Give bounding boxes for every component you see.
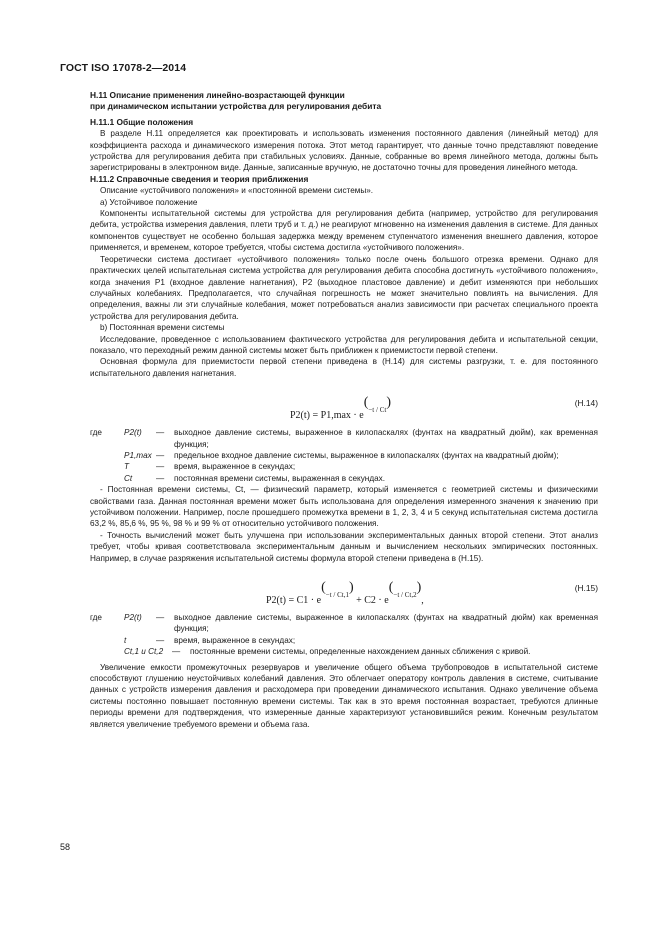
- definition-lead: где: [90, 613, 102, 623]
- definition-lead: [90, 461, 124, 472]
- definition-lead: [90, 635, 124, 646]
- definition-lead: [90, 450, 124, 461]
- para-a2: Теоретически система достигает «устойчивого положения» только после очень большого отрезка времени. Однако для практических целей испытательная система устройства для регулирования дебита способна достигнуть «устойчивого положения», когда значения P1 (входное давление нагнетания), P2 (выходное пластовое давление) и дебит изменяются при небольших случайных колебаниях. Предполагается, что случайная погрешность не может значительно повлиять на вычисления. Для определения, важны ли эти случайные колебания, может потребоваться анализ зависимости при расчетах специального проекта устройства для регулирования дебита.: [90, 254, 598, 321]
- definition-row: [90, 646, 598, 657]
- definition-lead: где: [90, 428, 102, 438]
- definition-text: выходное давление системы, выраженное в килопаскалях (фунтах на квадратный дюйм) как временная функция;: [174, 613, 598, 634]
- definition-text: постоянная времени системы, выраженная в секундах.: [174, 473, 386, 483]
- definition-text: предельное входное давление системы, выраженное в килопаскалях (фунтах на квадратный дюйм);: [174, 450, 559, 460]
- section-h111-title: Н.11.1 Общие положения: [90, 116, 194, 127]
- definition-symbol: P2(t): [124, 613, 142, 623]
- definition-dash: —: [156, 462, 165, 472]
- definition-row: [90, 450, 598, 461]
- definition-symbol: P1,max: [124, 450, 152, 460]
- document-body: [90, 90, 598, 730]
- formula-h15-number: (Н.15): [574, 583, 598, 594]
- definitions-h14: [90, 427, 598, 484]
- definition-symbol: Ct: [124, 473, 133, 483]
- definition-dash: —: [172, 647, 181, 657]
- para-time-constant: - Постоянная времени системы, Ct, — физический параметр, который изменяется с геометрией системы и физическими свойствами газа. Данная постоянная времени может быть использована для определения измеренного значения к значению при устойчивом положении. Например, после прошедшего промежутка времени в 1, 2, 3, 4 и 5 секунд испытательная система достигла 63,2 %, 85,6 %, 95 %, 98 % и 99 % от относительно устойчивого положения.: [90, 485, 598, 529]
- definition-dash: —: [156, 635, 165, 645]
- formula-h15-tail: ,: [421, 595, 424, 607]
- definition-symbol: T: [124, 462, 130, 472]
- definition-row: [90, 473, 598, 484]
- definition-row: [90, 461, 598, 472]
- definition-row: [90, 635, 598, 646]
- definition-dash: —: [156, 613, 165, 623]
- para-a1: Компоненты испытательной системы для устройства для регулирования дебита (например, устройство для регулирования дебита, устройства измерения давления, плети труб и т. д.) не реагируют мгновенно на изменения давления в системе. Для данных компонентов существует не особенно большая задержка между временем ступенчатого изменения внешнего давления, которое применяется, и временем, которое требуется, чтобы система достигла «устойчивого положения».: [90, 209, 598, 253]
- definition-row: [90, 427, 598, 450]
- document-header: ГОСТ ISO 17078-2—2014: [60, 62, 187, 74]
- definition-symbol: t: [124, 635, 127, 645]
- definition-lead: [90, 473, 124, 484]
- item-b-heading: b) Постоянная времени системы: [100, 323, 225, 333]
- definition-row: [90, 612, 598, 635]
- para-b2: Основная формула для приемистости первой степени приведена в (Н.14) для системы разгрузки, т. е. для постоянного испытательного давления нагнетания.: [90, 357, 598, 378]
- section-h112-title: Н.11.2 Справочные сведения и теория приближения: [90, 173, 309, 184]
- definition-lead: [90, 646, 124, 657]
- definition-text: время, выраженное в секундах;: [174, 462, 296, 472]
- definition-symbol: P2(t): [124, 428, 142, 438]
- definition-symbol: Ct,1 и Ct,2: [124, 647, 164, 657]
- formula-h14-exponent: −t / Ct: [368, 406, 387, 415]
- formula-h14-lhs: P2(t) = P1,max · e: [290, 410, 364, 422]
- definition-dash: —: [156, 450, 165, 460]
- item-a-heading: а) Устойчивое положение: [100, 197, 198, 207]
- para-final: Увеличение емкости промежуточных резервуаров и увеличение общего объема трубопроводов в испытательной системе способствуют глушению неустойчивых колебаний давления. Это облегчает оператору контроль давления в системе, считывание данных с устройств измерения давления и расходомера при проведении динамического испытания. Однако увеличение объема системы постоянно повышает постоянную времени системы. Так как в это время постоянная возрастает, требуются длинные периоды времени для подтверждения, что измеренные данные характеризуют установившийся режим. Конечным результатом является увеличение требуемого времени и объема газа.: [90, 662, 598, 729]
- definition-text: постоянные времени системы, определенные нахождением данных сближения с кривой.: [190, 647, 531, 657]
- section-h11-title-line2: при динамическом испытании устройства для регулирования дебита: [90, 101, 382, 112]
- formula-h15-exponent-2: −t / Ct,2: [393, 591, 417, 600]
- formula-h14-number: (Н.14): [574, 398, 598, 409]
- formula-h15: $P2(t) = C1 \cdot e^{(-t / Ct,1)} + C2 \cdot e^{(-t / Ct,2)}$, (Н.15): [266, 580, 598, 607]
- formula-h15-lhs: P2(t) = C1 · e: [266, 595, 322, 607]
- para-b1: Исследование, проведенное с использованием фактического устройства для регулирования дебита и испытательной секции, показало, что переходный режим данной системы может быть приближен к приемистости первой степени.: [90, 334, 598, 355]
- para-accuracy: - Точность вычислений может быть улучшена при использовании экспериментальных данных второй степени. Этот анализ требует, чтобы кривая соответствовала экспериментальным данным и вычислением нескольких эмпирических постоянных. Например, в случае разряжения испытательной системы формула второй степени приведена в (Н.15).: [90, 530, 598, 563]
- section-h11-title-line1: Н.11 Описание применения линейно-возрастающей функции: [90, 90, 345, 100]
- formula-h15-middle: + C2 · e: [353, 595, 389, 607]
- definition-dash: —: [156, 428, 165, 438]
- section-h112-intro: Описание «устойчивого положения» и «постоянной времени системы».: [100, 186, 374, 196]
- definition-dash: —: [156, 473, 165, 483]
- formula-h14: $P2(t) = P1,\max \cdot e^{(-t / Ct)}$ (Н.14): [290, 395, 598, 422]
- definition-text: выходное давление системы, выраженное в килопаскалях (фунтах на квадратный дюйм), как временная функция;: [174, 428, 598, 449]
- definition-text: время, выраженное в секундах;: [174, 635, 296, 645]
- formula-h15-exponent-1: −t / Ct,1: [325, 591, 349, 600]
- page-number: 58: [60, 842, 71, 852]
- section-h111-para1: В разделе Н.11 определяется как проектировать и использовать изменения постоянного давления (линейный метод) для коэффициента расхода и динамического измерения потока. Этот метод гарантирует, что данные точно представляют поведение устройства для регулирования дебита при стабильных условиях. Данные, собранные во время линейного метода, должны быть зарегистрированы в электронном виде. Данные, записанные вручную, не достаточно точны для проведения линейного метода.: [90, 129, 598, 173]
- definitions-h15: [90, 612, 598, 658]
